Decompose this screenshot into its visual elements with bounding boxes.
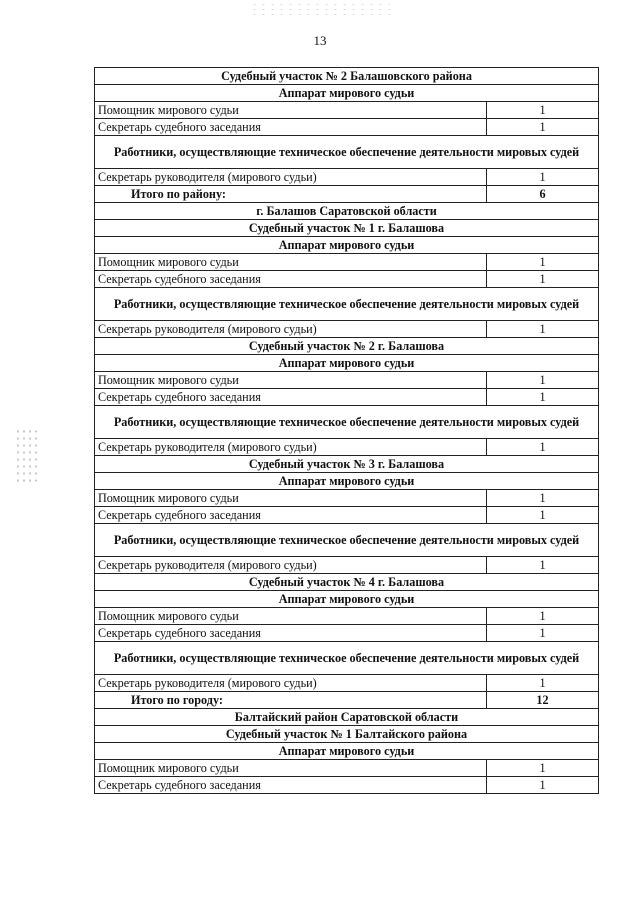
section-header-row: [95, 591, 599, 608]
position-name: Секретарь судебного заседания: [95, 507, 487, 524]
total-row: [95, 692, 599, 709]
position-count: 1: [487, 675, 599, 692]
workers-header: Работники, осуществляющие техническое обеспечение деятельности мировых судей: [95, 288, 599, 321]
total-count: 6: [487, 186, 599, 203]
section-header: Аппарат мирового судьи: [95, 237, 599, 254]
position-count: 1: [487, 119, 599, 136]
position-row: [95, 102, 599, 119]
section-header: Аппарат мирового судьи: [95, 85, 599, 102]
position-row: [95, 321, 599, 338]
position-name: Секретарь руководителя (мирового судьи): [95, 169, 487, 186]
workers-header-row: [95, 642, 599, 675]
scan-noise: [250, 2, 390, 16]
position-count: 1: [487, 507, 599, 524]
section-header-row: [95, 574, 599, 591]
workers-header: Работники, осуществляющие техническое обеспечение деятельности мировых судей: [95, 642, 599, 675]
position-name: Помощник мирового судьи: [95, 760, 487, 777]
section-header-row: [95, 68, 599, 85]
section-header-row: [95, 220, 599, 237]
workers-header: Работники, осуществляющие техническое обеспечение деятельности мировых судей: [95, 406, 599, 439]
workers-header-row: [95, 406, 599, 439]
position-row: [95, 608, 599, 625]
position-count: 1: [487, 760, 599, 777]
position-row: [95, 490, 599, 507]
position-count: 1: [487, 169, 599, 186]
staffing-table: [94, 67, 599, 794]
position-name: Секретарь руководителя (мирового судьи): [95, 557, 487, 574]
section-header-row: [95, 743, 599, 760]
position-row: [95, 777, 599, 794]
section-header-row: [95, 456, 599, 473]
position-count: 1: [487, 490, 599, 507]
workers-header-row: [95, 136, 599, 169]
position-count: 1: [487, 625, 599, 642]
position-row: [95, 625, 599, 642]
position-name: Помощник мирового судьи: [95, 372, 487, 389]
total-label: Итого по городу:: [95, 692, 487, 709]
position-name: Помощник мирового судьи: [95, 608, 487, 625]
section-header-row: [95, 203, 599, 220]
section-header-row: [95, 85, 599, 102]
workers-header-row: [95, 288, 599, 321]
position-row: [95, 557, 599, 574]
section-header: Аппарат мирового судьи: [95, 591, 599, 608]
position-count: 1: [487, 372, 599, 389]
section-header-row: [95, 726, 599, 743]
position-row: [95, 169, 599, 186]
position-row: [95, 507, 599, 524]
section-header: Судебный участок № 3 г. Балашова: [95, 456, 599, 473]
section-header: Балтайский район Саратовской области: [95, 709, 599, 726]
scan-smudge: [15, 428, 41, 482]
position-name: Секретарь судебного заседания: [95, 625, 487, 642]
staffing-table-body: [95, 68, 599, 794]
position-name: Секретарь судебного заседания: [95, 119, 487, 136]
section-header: г. Балашов Саратовской области: [95, 203, 599, 220]
position-count: 1: [487, 389, 599, 406]
position-name: Секретарь руководителя (мирового судьи): [95, 675, 487, 692]
section-header-row: [95, 355, 599, 372]
position-row: [95, 760, 599, 777]
section-header: Аппарат мирового судьи: [95, 743, 599, 760]
total-label: Итого по району:: [95, 186, 487, 203]
position-count: 1: [487, 777, 599, 794]
workers-header: Работники, осуществляющие техническое обеспечение деятельности мировых судей: [95, 524, 599, 557]
section-header: Судебный участок № 4 г. Балашова: [95, 574, 599, 591]
section-header-row: [95, 338, 599, 355]
position-row: [95, 271, 599, 288]
total-count: 12: [487, 692, 599, 709]
section-header-row: [95, 473, 599, 490]
position-name: Помощник мирового судьи: [95, 254, 487, 271]
section-header: Судебный участок № 2 Балашовского района: [95, 68, 599, 85]
section-header: Аппарат мирового судьи: [95, 355, 599, 372]
position-name: Секретарь руководителя (мирового судьи): [95, 439, 487, 456]
section-header: Судебный участок № 1 Балтайского района: [95, 726, 599, 743]
position-count: 1: [487, 557, 599, 574]
position-count: 1: [487, 439, 599, 456]
section-header: Судебный участок № 1 г. Балашова: [95, 220, 599, 237]
position-name: Секретарь судебного заседания: [95, 389, 487, 406]
position-name: Помощник мирового судьи: [95, 490, 487, 507]
workers-header-row: [95, 524, 599, 557]
section-header-row: [95, 709, 599, 726]
total-row: [95, 186, 599, 203]
position-name: Помощник мирового судьи: [95, 102, 487, 119]
position-name: Секретарь судебного заседания: [95, 271, 487, 288]
section-header-row: [95, 237, 599, 254]
position-count: 1: [487, 102, 599, 119]
page-number: 13: [313, 33, 327, 48]
position-row: [95, 372, 599, 389]
position-row: [95, 119, 599, 136]
position-count: 1: [487, 271, 599, 288]
workers-header: Работники, осуществляющие техническое обеспечение деятельности мировых судей: [95, 136, 599, 169]
position-row: [95, 439, 599, 456]
position-count: 1: [487, 321, 599, 338]
section-header: Аппарат мирового судьи: [95, 473, 599, 490]
position-name: Секретарь судебного заседания: [95, 777, 487, 794]
position-row: [95, 254, 599, 271]
position-count: 1: [487, 608, 599, 625]
position-row: [95, 675, 599, 692]
position-name: Секретарь руководителя (мирового судьи): [95, 321, 487, 338]
section-header: Судебный участок № 2 г. Балашова: [95, 338, 599, 355]
position-row: [95, 389, 599, 406]
position-count: 1: [487, 254, 599, 271]
